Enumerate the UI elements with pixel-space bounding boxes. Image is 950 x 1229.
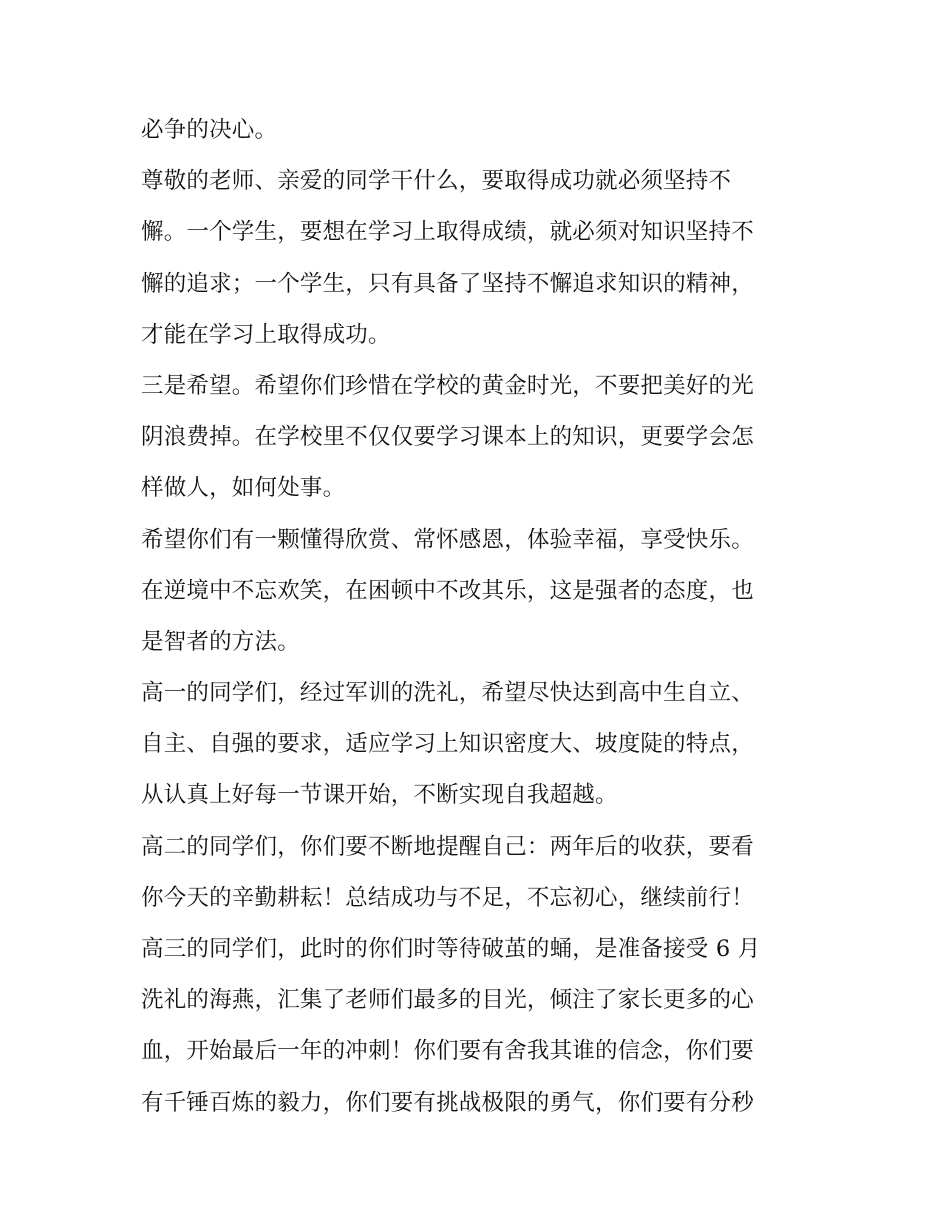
text-line: 才能在学习上取得成功。	[141, 321, 391, 348]
text-line: 在逆境中不忘欢笑，在困顿中不改其乐，这是强者的态度，也	[141, 577, 754, 604]
text-line: 高二的同学们，你们要不断地提醒自己：两年后的收获，要看	[141, 833, 754, 860]
text-line: 是智者的方法。	[141, 628, 300, 655]
text-line: 洗礼的海燕，汇集了老师们最多的目光，倾注了家长更多的心	[141, 987, 754, 1014]
text-line: 样做人，如何处事。	[141, 475, 346, 502]
text-line: 自主、自强的要求，适应学习上知识密度大、坡度陡的特点，	[141, 731, 754, 758]
text-line: 从认真上好每一节课开始，不断实现自我超越。	[141, 782, 618, 809]
text-line: 你今天的辛勤耕耘！总结成功与不足，不忘初心，继续前行！	[141, 884, 754, 911]
body-text	[141, 105, 821, 1129]
text-line: 阴浪费掉。在学校里不仅仅要学习课本上的知识，更要学会怎	[141, 424, 754, 451]
text-line: 血，开始最后一年的冲刺！你们要有舍我其谁的信念，你们要	[141, 1038, 754, 1065]
text-line: 高三的同学们，此时的你们时等待破茧的蛹，是准备接受 6 月	[141, 936, 761, 962]
text-line: 高一的同学们，经过军训的洗礼，希望尽快达到高中生自立、	[141, 680, 754, 707]
text-line: 懈的追求；一个学生，只有具备了坚持不懈追求知识的精神，	[141, 270, 754, 297]
text-line: 尊敬的老师、亲爱的同学干什么，要取得成功就必须坚持不	[141, 168, 732, 195]
text-line: 懈。一个学生，要想在学习上取得成绩，就必须对知识坚持不	[141, 219, 754, 246]
text-line: 三是希望。希望你们珍惜在学校的黄金时光，不要把美好的光	[141, 372, 754, 399]
text-line: 希望你们有一颗懂得欣赏、常怀感恩，体验幸福，享受快乐。	[141, 526, 754, 553]
text-line: 有千锤百炼的毅力，你们要有挑战极限的勇气，你们要有分秒	[141, 1089, 754, 1116]
text-line: 必争的决心。	[141, 117, 278, 143]
